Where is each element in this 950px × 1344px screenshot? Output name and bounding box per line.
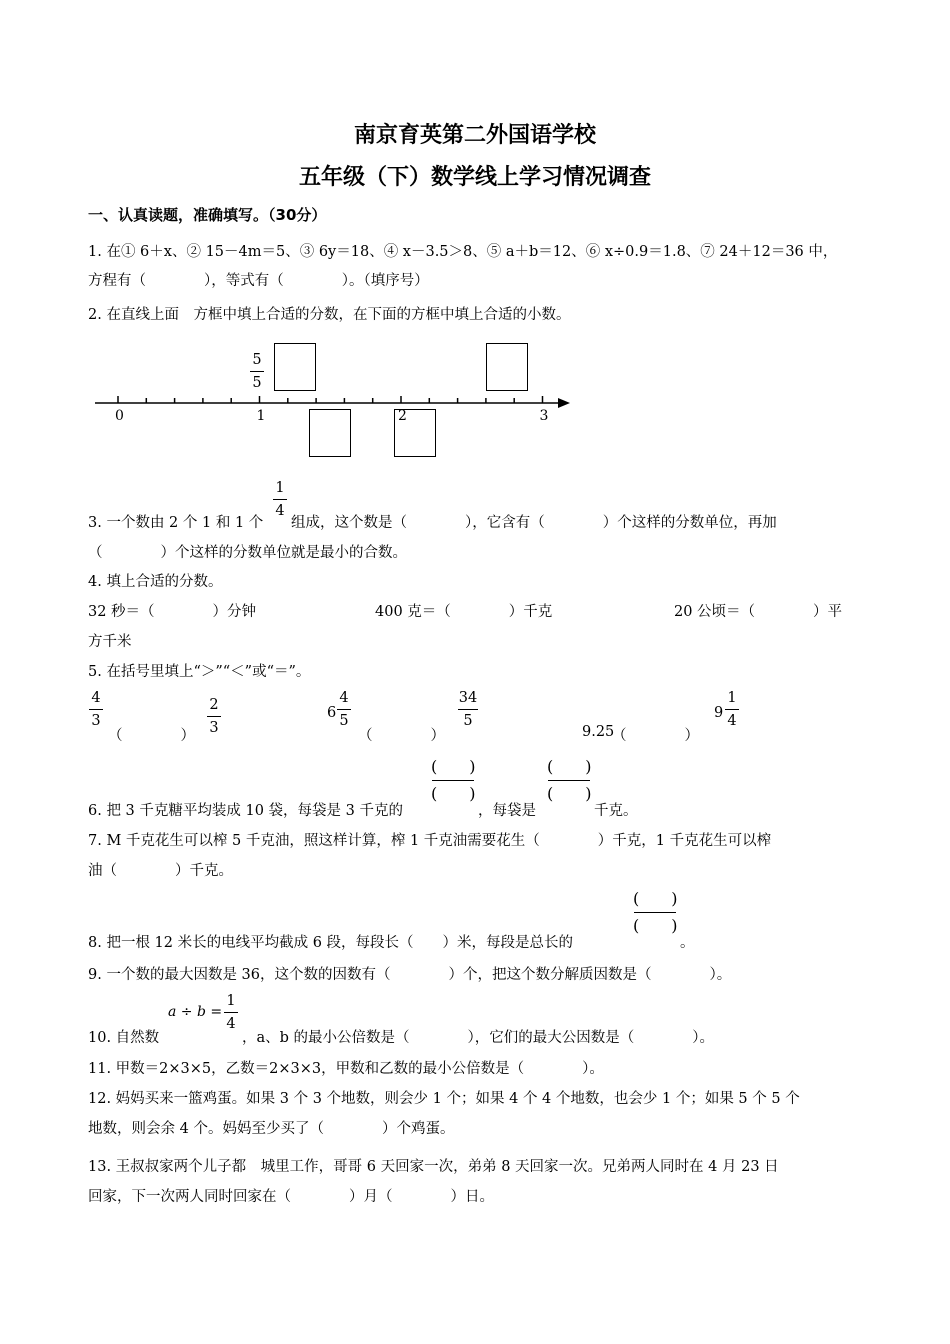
fraction-bar <box>725 709 739 710</box>
q10-expression: a ÷ b = <box>168 1004 223 1020</box>
fraction-answer-box-1[interactable] <box>274 343 316 391</box>
q6-blank-fraction-2 <box>547 757 592 804</box>
q8-part1: 8. 把一根 12 米长的电线平均截成 6 段，每段长（ ）米，每段是总长的 <box>88 935 574 951</box>
section-heading: 一、认真读题，准确填写。（30分） <box>88 206 327 224</box>
q3-fraction <box>273 480 287 519</box>
fraction-answer-box-2[interactable] <box>486 343 528 391</box>
q5-item3-left: 9.25 <box>582 724 615 740</box>
q7-line2: 油（ ）千克。 <box>88 863 233 879</box>
fraction-denominator: 5 <box>252 375 262 391</box>
fraction-bar <box>273 499 287 500</box>
q4-c: 20 公顷＝（ ）平 <box>674 604 843 620</box>
fraction-denominator: 4 <box>275 503 285 519</box>
fraction-bar <box>548 780 590 781</box>
q3-part2: 组成，这个数是（ ），它含有（ ）个这样的分数单位，再加 <box>291 515 777 531</box>
fraction-denominator: ( ) <box>431 784 476 803</box>
q8-part2: 。 <box>680 935 695 951</box>
fraction-numerator: 5 <box>252 352 262 368</box>
fraction-bar <box>207 716 221 717</box>
fraction-numerator: 1 <box>275 480 285 496</box>
q12-line1: 12. 妈妈买来一篮鸡蛋。如果 3 个 3 个地数，则会少 1 个；如果 4 个 4 个地数，也会少 1 个；如果 5 个 5 个 <box>88 1091 800 1107</box>
q1-line2: 方程有（ ），等式有（ ）。（填序号） <box>88 273 429 289</box>
exam-title: 五年级（下）数学线上学习情况调查 <box>298 165 651 190</box>
fraction-numerator: 1 <box>226 993 236 1009</box>
q9-text: 9. 一个数的最大因数是 36，这个数的因数有（ ）个，把这个数分解质因数是（ ）。 <box>88 967 732 983</box>
fraction-bar <box>458 709 478 710</box>
q5-item3-right <box>725 690 739 729</box>
q4-title: 4. 填上合适的分数。 <box>88 574 223 590</box>
q5-item2-left <box>337 690 351 729</box>
q6-part2: ，每袋是 <box>478 803 536 819</box>
tick-label: 1 <box>256 408 266 424</box>
fraction-numerator: 34 <box>458 690 478 706</box>
q12-line2: 地数，则会余 4 个。妈妈至少买了（ ）个鸡蛋。 <box>88 1121 455 1137</box>
fraction-numerator: ( ) <box>633 889 678 908</box>
q2-text: 2. 在直线上面 方框中填上合适的分数，在下面的方框中填上合适的小数。 <box>88 307 571 323</box>
school-title: 南京育英第二外国语学校 <box>353 123 596 148</box>
fraction-denominator: 5 <box>463 713 473 729</box>
q8-blank-fraction <box>633 889 678 936</box>
fraction-denominator: 4 <box>727 713 737 729</box>
q5-title: 5. 在括号里填上“＞”“＜”或“＝”。 <box>88 664 311 680</box>
fraction-bar <box>337 709 351 710</box>
tick-label: 3 <box>539 408 549 424</box>
q5-item3-paren: （ ） <box>612 728 699 744</box>
q4-c2: 方千米 <box>88 634 132 650</box>
fraction-numerator: 1 <box>727 690 737 706</box>
q5-item1-left <box>89 690 103 729</box>
q13-line1: 13. 王叔叔家两个儿子都 城里工作，哥哥 6 天回家一次，弟弟 8 天回家一次。兄弟两人同时在 4 月 23 日 <box>88 1159 779 1175</box>
q5-item1-right <box>207 697 221 736</box>
fraction-bar <box>634 912 676 913</box>
q3-line2: （ ）个这样的分数单位就是最小的合数。 <box>88 545 407 561</box>
fraction-numerator: ( ) <box>547 757 592 776</box>
fraction-numerator: 4 <box>339 690 349 706</box>
q5-item3-whole: 9 <box>714 705 724 721</box>
fraction-bar <box>432 780 474 781</box>
decimal-answer-box-2[interactable] <box>394 409 436 457</box>
fraction-denominator: ( ) <box>633 916 678 935</box>
tick-label: 0 <box>115 408 124 424</box>
q4-a: 32 秒＝（ ）分钟 <box>88 604 257 620</box>
fraction-denominator: ( ) <box>547 784 592 803</box>
q6-blank-fraction-1 <box>431 757 476 804</box>
decimal-answer-box-1[interactable] <box>309 409 351 457</box>
q6-part1: 6. 把 3 千克糖平均装成 10 袋，每袋是 3 千克的 <box>88 803 403 819</box>
q10-fraction <box>224 993 238 1032</box>
q13-line2: 回家，下一次两人同时回家在（ ）月（ ）日。 <box>88 1189 494 1205</box>
fraction-denominator: 3 <box>91 713 101 729</box>
fraction-numerator: ( ) <box>431 757 476 776</box>
q10-part1: 10. 自然数 <box>88 1030 160 1046</box>
number-line-ticks <box>118 396 543 403</box>
number-line <box>0 330 950 470</box>
q3-part1: 3. 一个数由 2 个 1 和 1 个 <box>88 515 264 531</box>
q6-part3: 千克。 <box>594 803 638 819</box>
tick-label: 2 <box>398 408 407 424</box>
q5-item2-right <box>458 690 478 729</box>
fraction-bar <box>224 1012 238 1013</box>
fraction-numerator: 2 <box>209 697 219 713</box>
number-line-arrow <box>558 398 570 408</box>
q5-item2-paren: （ ） <box>358 728 445 744</box>
fraction-denominator: 4 <box>226 1016 236 1032</box>
fraction-bar <box>89 709 103 710</box>
fraction-bar <box>250 371 264 372</box>
fraction-denominator: 3 <box>209 720 219 736</box>
q4-b: 400 克＝（ ）千克 <box>375 604 553 620</box>
q1-line1: 1. 在① 6＋x、② 15－4m＝5、③ 6y＝18、④ x－3.5＞8、⑤ a＋b＝12、⑥ x÷0.9＝1.8、⑦ 24＋12＝36 中， <box>88 244 838 260</box>
q5-item1-paren: （ ） <box>108 728 195 744</box>
q11-text: 11. 甲数＝2×3×5，乙数＝2×3×3，甲数和乙数的最小公倍数是（ ）。 <box>88 1061 604 1077</box>
q5-item2-whole: 6 <box>327 705 337 721</box>
q7-line1: 7. M 千克花生可以榨 5 千克油，照这样计算，榨 1 千克油需要花生（ ）千克，1 千克花生可以榨 <box>88 833 772 849</box>
fraction-denominator: 5 <box>339 713 349 729</box>
q10-part2: ，a、b 的最小公倍数是（ ），它们的最大公因数是（ ）。 <box>242 1030 715 1046</box>
number-line-fraction-label <box>250 352 264 391</box>
fraction-numerator: 4 <box>91 690 101 706</box>
